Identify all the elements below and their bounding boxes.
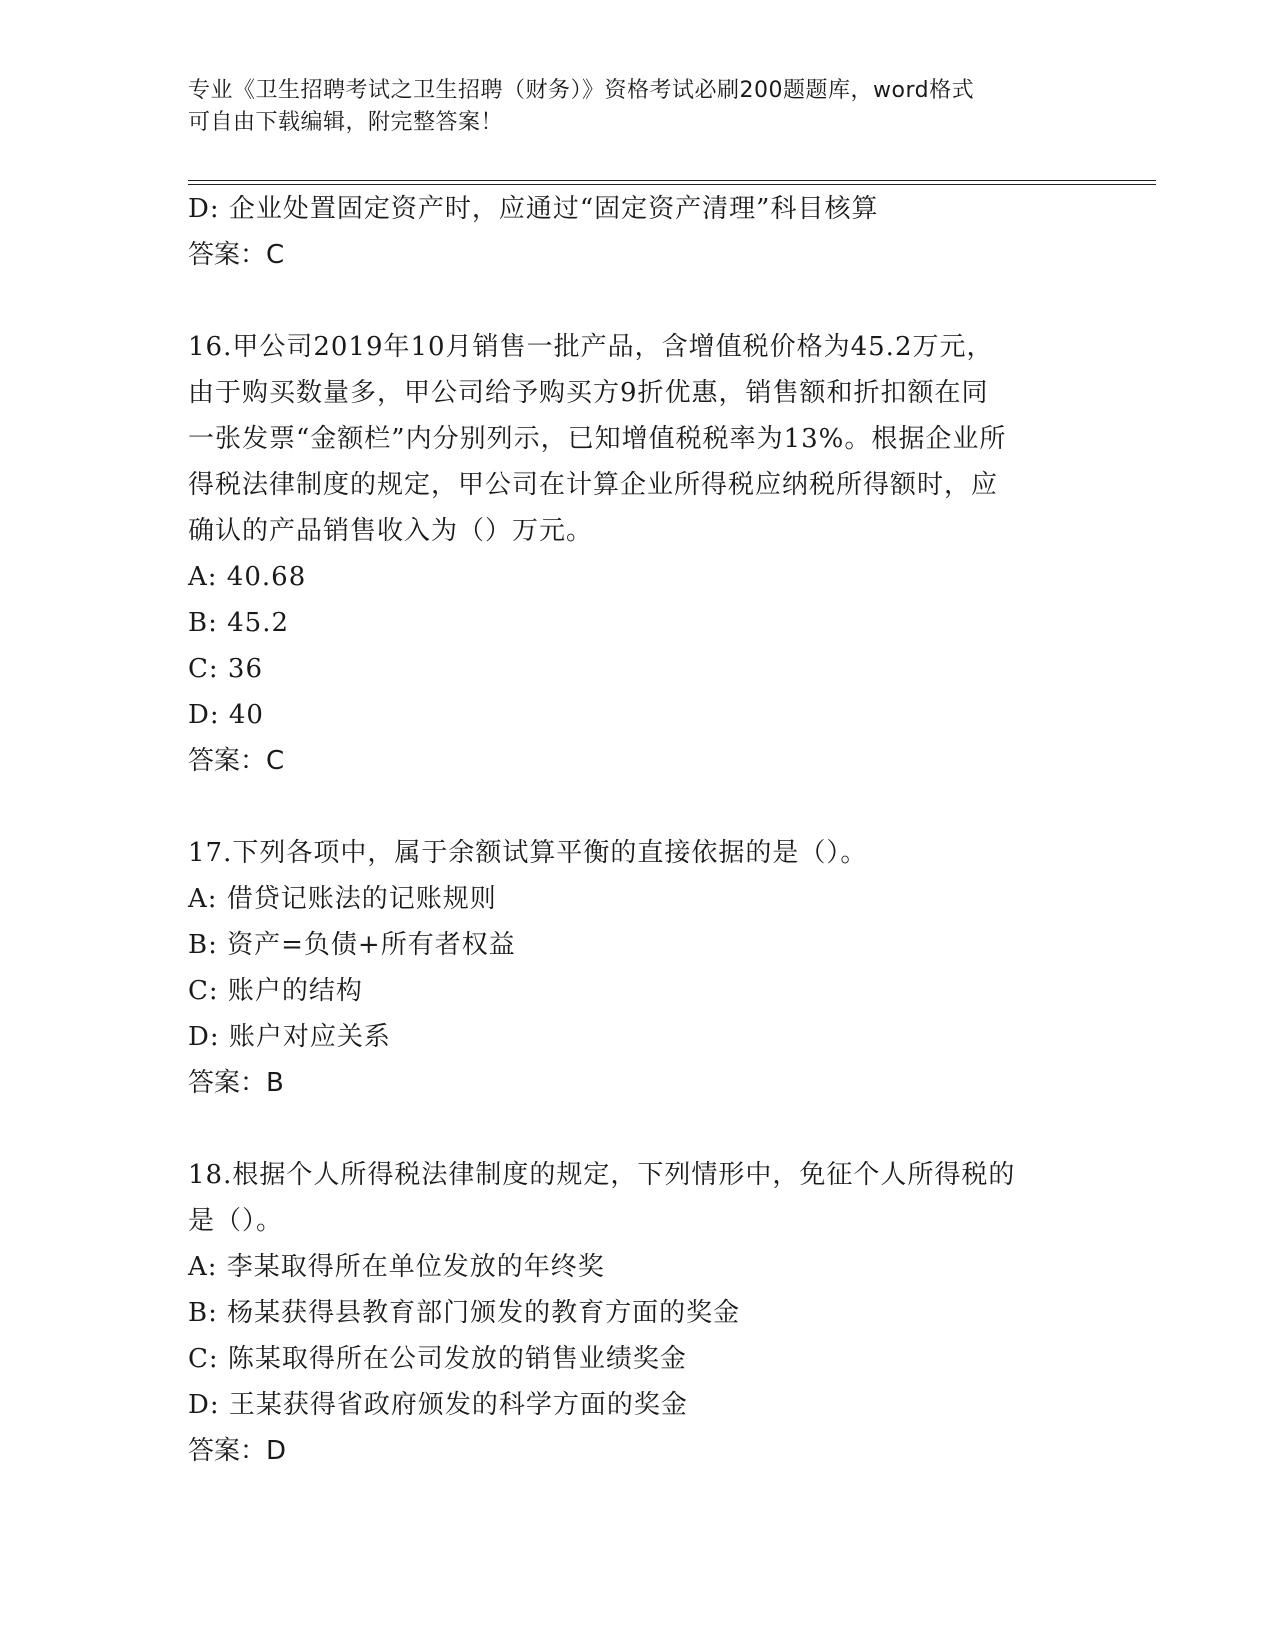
q16-option-b: B: 45.2	[188, 608, 290, 638]
q17-option-a: A: 借贷记账法的记账规则	[188, 884, 497, 914]
q15-answer: 答案：C	[188, 240, 285, 270]
q16-text-line: 确认的产品销售收入为（）万元。	[188, 516, 594, 546]
header-line-2: 可自由下载编辑，附完整答案！	[188, 110, 504, 135]
spacer	[188, 784, 1088, 830]
header-line-1: 专业《卫生招聘考试之卫生招聘（财务）》资格考试必刷200题题库，word格式	[188, 78, 975, 103]
header-rule-bottom	[188, 184, 1156, 185]
q17-answer: 答案：B	[188, 1068, 284, 1098]
header-rule-top	[188, 180, 1156, 181]
q16-answer: 答案：C	[188, 746, 285, 776]
q16-option-a: A: 40.68	[188, 562, 307, 592]
q17-option-c: C: 账户的结构	[188, 976, 363, 1006]
q17-text-line: 17.下列各项中，属于余额试算平衡的直接依据的是（）。	[188, 838, 868, 868]
q16-text-line: 得税法律制度的规定，甲公司在计算企业所得税应纳税所得额时，应	[188, 470, 999, 500]
q18-text-line: 是（）。	[188, 1206, 284, 1236]
question-17	[188, 830, 1088, 1106]
q17-option-d: D: 账户对应关系	[188, 1022, 391, 1052]
question-18	[188, 1152, 1088, 1474]
q18-option-a: A: 李某取得所在单位发放的年终奖	[188, 1252, 605, 1282]
q15-option-d: D: 企业处置固定资产时，应通过“固定资产清理”科目核算	[188, 194, 879, 224]
q16-text-line: 一张发票“金额栏”内分别列示，已知增值税税率为13%。根据企业所	[188, 424, 1007, 454]
spacer	[188, 278, 1088, 324]
q16-option-c: C: 36	[188, 654, 264, 684]
q16-option-d: D: 40	[188, 700, 264, 730]
q17-option-b: B: 资产=负债+所有者权益	[188, 930, 516, 960]
question-16	[188, 324, 1088, 784]
q18-option-c: C: 陈某取得所在公司发放的销售业绩奖金	[188, 1344, 687, 1374]
q18-text-line: 18.根据个人所得税法律制度的规定，下列情形中，免征个人所得税的	[188, 1160, 1016, 1190]
q18-option-d: D: 王某获得省政府颁发的科学方面的奖金	[188, 1390, 688, 1420]
q16-text-line: 16.甲公司2019年10月销售一批产品，含增值税价格为45.2万元，	[188, 332, 994, 362]
q18-option-b: B: 杨某获得县教育部门颁发的教育方面的奖金	[188, 1298, 741, 1328]
q16-text-line: 由于购买数量多，甲公司给予购买方9折优惠，销售额和折扣额在同	[188, 378, 989, 408]
document-header	[188, 75, 1078, 139]
question-content	[188, 186, 1088, 1474]
spacer	[188, 1106, 1088, 1152]
q18-answer: 答案：D	[188, 1436, 287, 1466]
